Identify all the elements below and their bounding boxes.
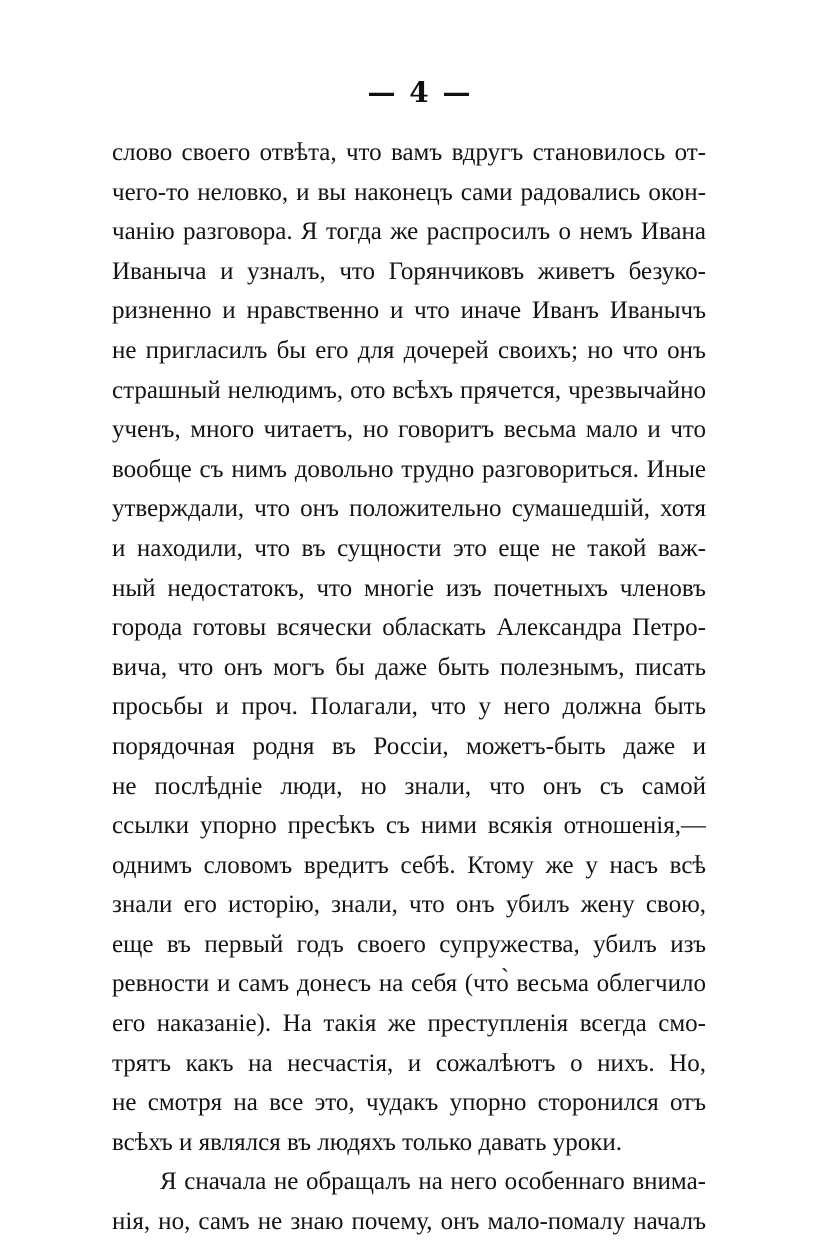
text-line: вича, что онъ могъ бы даже быть полезнымъ, писать (112, 653, 706, 681)
text-line: ссылки упорно пресѣкъ съ ними всякія отношенія,— (112, 812, 706, 840)
text-line: Иваныча и узналъ, что Горянчиковъ живетъ безуко- (112, 257, 706, 285)
text-line: чего-то неловко, и вы наконецъ сами радовались окон- (112, 178, 706, 206)
text-line: и находили, что въ сущности это еще не такой важ- (112, 534, 706, 562)
text-line: его наказаніе). На такія же преступленія всегда смо- (112, 1010, 706, 1038)
text-line: нія, но, самъ не знаю почему, онъ мало-помалу началъ (112, 1208, 706, 1236)
text-line: ревности и самъ донесъ на себя (что̀ весьма облегчило (112, 970, 706, 998)
page-number-header: — 4 — (367, 76, 473, 109)
body-text (112, 133, 706, 1242)
text-line: порядочная родня въ Россіи, можетъ-быть даже и (112, 732, 706, 760)
text-line: не смотря на все это, чудакъ упорно сторонился отъ (112, 1089, 706, 1117)
text-line: вообще съ нимъ довольно трудно разговориться. Иные (112, 455, 706, 483)
text-line: страшный нелюдимъ, ото всѣхъ прячется, чрезвычайно (112, 376, 706, 404)
text-line: однимъ словомъ вредитъ себѣ. Ктому же у насъ всѣ (112, 851, 706, 879)
text-line: Я сначала не обращалъ на него особеннаго внима- (160, 1168, 706, 1196)
text-line: просьбы и проч. Полагали, что у него должна быть (112, 693, 706, 721)
text-line: всѣхъ и являлся въ людяхъ только давать уроки. (112, 1128, 622, 1156)
text-line: утверждали, что онъ положительно сумашедшій, хотя (112, 495, 706, 523)
text-line: знали его исторію, знали, что онъ убилъ жену свою, (112, 891, 706, 919)
text-line: чанію разговора. Я тогда же распросилъ о немъ Ивана (112, 218, 706, 246)
text-line: ный недостатокъ, что многіе изъ почетныхъ членовъ (112, 574, 706, 602)
text-line: не пригласилъ бы его для дочерей своихъ; но что онъ (112, 336, 706, 364)
text-line: слово своего отвѣта, что вамъ вдругъ становилось от- (112, 139, 706, 166)
text-line: трятъ какъ на несчастія, и сожалѣютъ о нихъ. Но, (112, 1049, 706, 1077)
text-line: ризненно и нравственно и что иначе Иванъ Иванычъ (112, 297, 706, 325)
text-line: еще въ первый годъ своего супружества, убилъ изъ (112, 930, 706, 958)
text-line: не послѣдніе люди, но знали, что онъ съ самой (112, 772, 706, 800)
text-line: ученъ, много читаетъ, но говоритъ весьма мало и что (112, 416, 706, 444)
text-line: города готовы всячески обласкать Александра Петро- (112, 614, 706, 642)
